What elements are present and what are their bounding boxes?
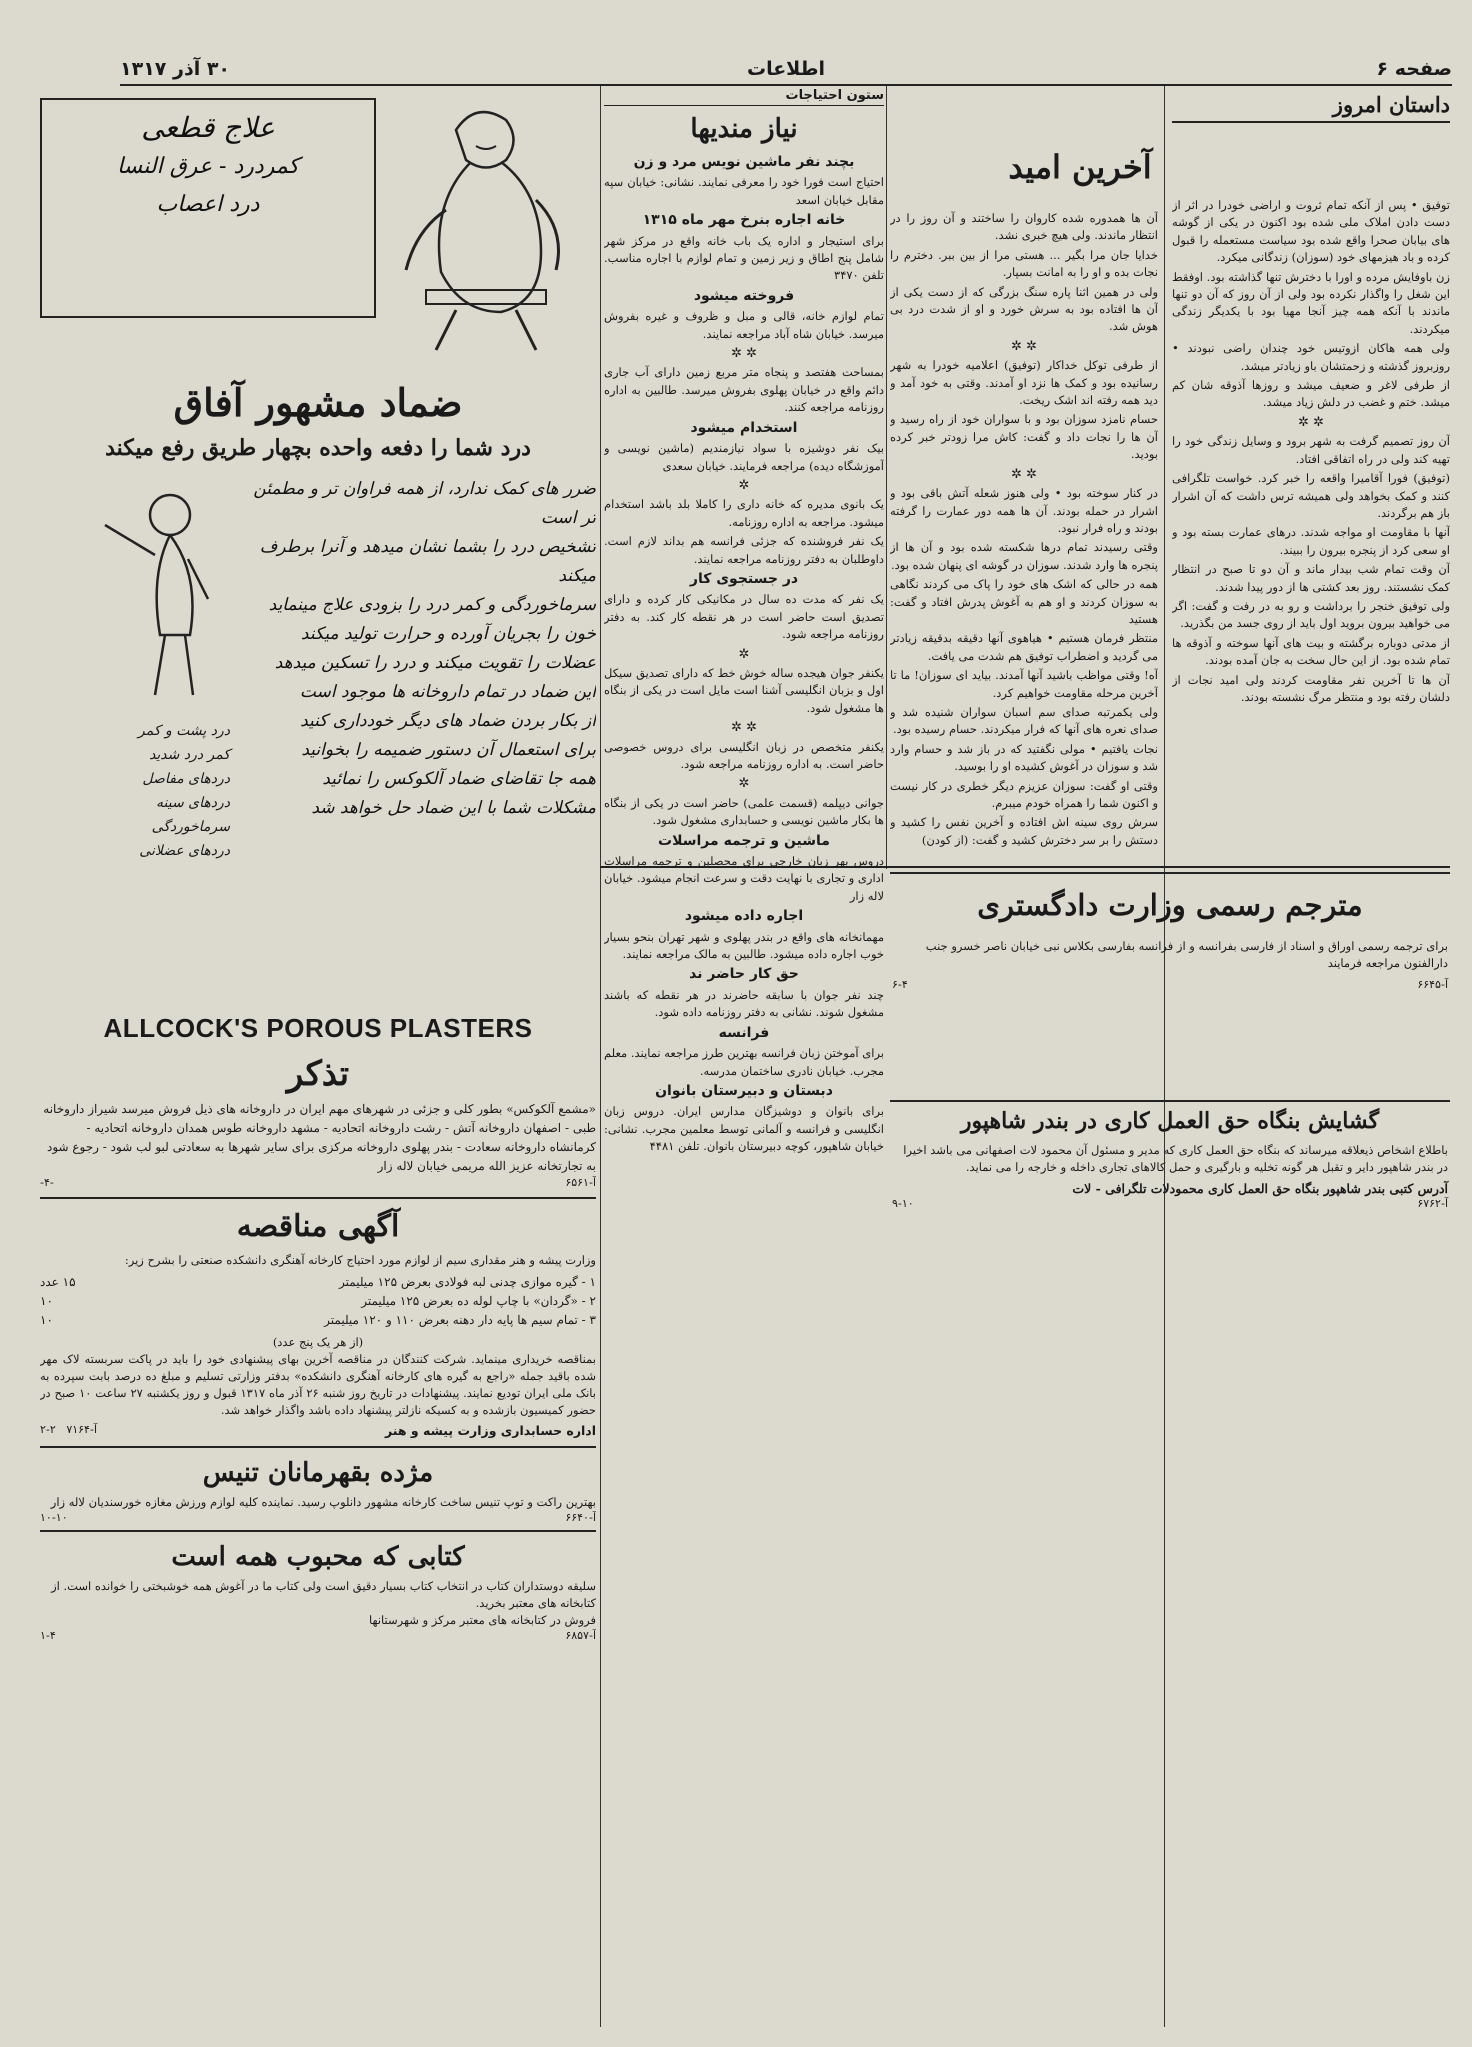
- side-line: سرماخوردگی: [151, 819, 230, 835]
- reminder-text: «مشمع آلکوکس» بطور کلی و جزئی در شهرهای مهم ایران در داروخانه های ذیل فروش میرسد شیراز داروخانه طبی - اصفهان داروخانه آتش - رشت داروخانه اتحادیه - مشهد داروخانه طوس همدان داروخانه اتحادیه - کرمانشاه داروخانه سعادت - بندر پهلوی داروخانه مرکزی برای سایر شهرها به سعادتی لبو لب شود - رجوع شود به تجارتخانه عزیز الله مریمی خیابان لاله زار: [43, 1102, 596, 1173]
- separator-stars: ✲ ✲: [1011, 338, 1037, 354]
- allcock-body: [40, 475, 596, 1005]
- separator-stars: ✲ ✲: [1298, 414, 1324, 430]
- column-rule: [1164, 86, 1165, 2027]
- allcock-side-lines: [40, 719, 230, 863]
- shahpur-address: آدرس کتبی بندر شاهپور بنگاه حق العمل کاری محمودلات تلگرافی - لات: [1072, 1181, 1448, 1196]
- story-text-1: [1172, 197, 1450, 706]
- shahpur-text: باطلاع اشخاص ذیعلاقه میرساند که بنگاه حق العمل کاری که مدیر و مسئول آن محمود لات اصفهانی می باشد اخیرا در بندر شاهپور دایر و تقبل هر گونه تخلیه و بارگیری و حمل کالاهای تجاری داخله و خارجه را می نماید.: [903, 1143, 1448, 1174]
- needs-item-text: جوانی دیپلمه (قسمت علمی) حاضر است در یکی از بنگاه ها بکار ماشین نویسی و حسابداری مشغول شود.: [604, 795, 884, 828]
- separator-stars: ✲ ✲: [731, 720, 757, 736]
- needs-item-text: بیک نفر دوشیزه با سواد نیازمندیم (ماشین نویسی و آموزشگاه دیده) مراجعه فرمایند. خیابان سعدی: [604, 441, 884, 473]
- tender-rows: [40, 1273, 596, 1330]
- book-title: کتابی که محبوب همه است: [171, 1542, 465, 1572]
- story-text-2: [890, 210, 1158, 849]
- ref-number: ۲-۲: [40, 1423, 56, 1436]
- side-line: کمر درد شدید: [149, 747, 230, 763]
- needs-item-text: برای بانوان و دوشیزگان مدارس ایران. دروس زبان انگلیسی و فرانسه و آلمانی توسط معلمین مجرب. نشانی: خیابان شاهپور، کوچه دبیرستان بانوان. تلفن ۴۴۸۱: [604, 1104, 884, 1154]
- paragraph: نجات یافتیم • مولی نگفتید که در باز شد و حسام وارد شد و سوزان در آغوش کشیده او را بوسید.: [890, 741, 1158, 774]
- tender-row: ۱ - گیره موازی چدنی لبه فولادی بعرض ۱۲۵ میلیمتر ۱۵ عدد: [40, 1275, 596, 1289]
- translator-text: برای ترجمه رسمی اوراق و اسناد از فارسی بفرانسه و از فرانسه بفارسی بکلاس نبی خیابان ناصر خسرو جنب دارالفنون مراجعه فرمایند: [925, 939, 1448, 970]
- ref-number: ۹-۱۰: [892, 1197, 914, 1210]
- paragraph: آن روز تصمیم گرفت به شهر برود و وسایل زندگی خود را تهیه کند ولی در راه اتفاقی افتاد.: [1172, 434, 1450, 466]
- paragraph: ولی یکمرتبه صدای سم اسبان سواران شنیده شد و صدای نعره های آنها که فرار میکردند. حسام رسیده بود.: [890, 704, 1158, 737]
- hand-line: مشکلات شما با این ضماد حل خواهد شد: [311, 798, 596, 818]
- hand-line: عضلات را تقویت میکند و درد را تسکین میدهد: [274, 653, 596, 673]
- needs-item-head: دبستان و دبیرستان بانوان: [655, 1082, 833, 1099]
- left-column: [40, 86, 596, 2027]
- tennis-title: مژده بقهرمانان تنیس: [202, 1458, 434, 1488]
- paragraph: آن وقت تمام شب بیدار ماند و آن دو تا صبح در انتظار کمک نشستند. روز بعد کشتی ها از دور پیدا شدند.: [1172, 562, 1450, 594]
- ref-number: ۱-۴: [40, 1629, 56, 1642]
- needs-item-text: چند نفر جوان با سابقه حاضرند در هر نقطه که باشند مشغول شوند. نشانی به دفتر روزنامه داده شود.: [604, 987, 884, 1020]
- book-text-2: فروش در کتابخانه های معتبر مرکز و شهرستانها: [369, 1613, 596, 1627]
- hand-line: از بکار بردن ضماد های دیگر خودداری کنید: [300, 711, 596, 731]
- needs-item-text: بمساحت هفتصد و پنجاه متر مربع زمین دارای آب جاری دائم واقع در خیابان پهلوی بفروش میرسد. طالبین به اداره روزنامه مراجعه کنند.: [604, 365, 884, 415]
- reminder-title: تذکر: [286, 1054, 350, 1094]
- needs-item-text: تمام لوازم خانه، قالی و مبل و ظروف و غیره بفروش میرسد. خیابان شاه آباد مراجعه نمایند.: [604, 309, 884, 341]
- ref-number: ۶-۴: [892, 978, 908, 991]
- page-number: صفحه ۶: [1376, 58, 1452, 80]
- issue-date: ۳۰ آذر ۱۳۱۷: [120, 58, 231, 80]
- needs-item-head: خانه اجاره بنرخ مهر ماه ۱۳۱۵: [642, 212, 846, 229]
- paragraph: از مدتی دوباره برگشته و بیت های آنها سوخته و آذوقه ها تمام شده بود. از این حال سخت به جان آمده بودند.: [1172, 635, 1450, 668]
- needs-item-head: در جستجوی کار: [689, 570, 799, 587]
- side-line: درد پشت و کمر: [138, 723, 230, 739]
- needs-section: ستون احتیاجات: [604, 86, 884, 106]
- separator-stars: ✲: [738, 477, 750, 493]
- paragraph: از طرفی توکل خداکار (توفیق) اعلامیه خودرا به شهر رسانیده بود و کمک ها نزد او آمدند. وقتی به خود آمد و دید همه رفته اند اشک ریخت.: [890, 358, 1158, 408]
- needs-item-text: یکنفر متخصص در زبان انگلیسی برای دروس خصوصی حاضر است. به اداره روزنامه مراجعه شود.: [604, 739, 884, 771]
- needs-item-head: اجاره داده میشود: [684, 908, 804, 925]
- side-line: دردهای مفاصل: [142, 771, 230, 787]
- tender-note: (از هر یک پنج عدد): [272, 1335, 364, 1349]
- paragraph: از طرفی لاغر و ضعیف میشد و روزها آذوقه شان کم میشد. ختم و غضب در دلش زیاد میشد.: [1172, 378, 1450, 410]
- needs-item-text: یکنفر جوان هیجده ساله خوش خط که دارای تصدیق سیکل اول و بزبان انگلیسی آشنا است مایل است در یکی از بنگاه ها مشغول شود.: [604, 665, 884, 715]
- tender-row: ۳ - تمام سیم ها پایه دار دهنه بعرض ۱۱۰ و ۱۲۰ میلیمتر ۱۰: [40, 1313, 596, 1327]
- needs-item-head: ماشین و ترجمه مراسلات: [658, 832, 830, 849]
- story-column-2: [890, 210, 1158, 867]
- paragraph: منتظر فرمان هستیم • هیاهوی آنها دقیقه بدقیقه زیادتر می گردید و اضطراب توفیق هم شدت می یافت.: [890, 631, 1158, 663]
- tender-title: آگهی مناقصه: [236, 1209, 400, 1244]
- ref-code: آ-۶۸۵۷: [565, 1629, 596, 1642]
- needs-item-text: یک نفر که مدت ده سال در مکانیکی کار کرده و دارای تصدیق است حاضر است در هر نقطه کار کند. به دفتر روزنامه مراجعه شود.: [604, 592, 884, 642]
- translator-title: مترجم رسمی وزارت دادگستری: [977, 888, 1363, 922]
- page-header: [120, 54, 1452, 86]
- ref-code: آ-۶۶۴۵: [1417, 978, 1448, 991]
- paragraph: آن ها همدوره شده کاروان را ساختند و آن روز را در انتظار ماندند. ولی هیچ خبری نشد.: [890, 211, 1158, 243]
- needs-item-head: حق کار حاضر ند: [689, 966, 799, 983]
- tender-row: ۲ - «گردان» با چاپ لوله ده بعرض ۱۲۵ میلیمتر ۱۰: [40, 1294, 596, 1308]
- hand-line: این ضماد در تمام داروخانه ها موجود است: [299, 682, 596, 702]
- paragraph: ولی توفیق خنجر را برداشت و رو به در رفت و گفت: اگر می خواهید بیرون بروید اول باید از روی جسد من بگذرید.: [1172, 598, 1450, 631]
- ref-code: آ-۶۷۶۲: [1417, 1197, 1448, 1210]
- paragraph: آه! وقتی مواظب باشید آنها آمدند. بیاید ای سوزان! ما تا آخرین مرحله مقاومت خواهیم کرد.: [890, 668, 1158, 700]
- ref-code: آ-۷۱۶۴: [66, 1423, 97, 1436]
- story-title: آخرین امید: [1008, 148, 1152, 186]
- allcock-brand: ALLCOCK'S POROUS PLASTERS: [103, 1013, 533, 1043]
- story-column-1: [1172, 86, 1450, 867]
- column-rule: [886, 86, 887, 869]
- hand-line: برای استعمال آن دستور ضمیمه را بخوانید: [301, 740, 596, 760]
- ref-code: آ-۶۵۶۱: [565, 1176, 596, 1189]
- ref-number: -۴-: [40, 1176, 54, 1189]
- paragraph: همه در حالی که اشک های خود را پاک می کردند نگاهی به سوزان کردند و او هم به آغوش پدرش افتاد و گفت: هستید: [890, 577, 1158, 626]
- shahpur-ad: [892, 1108, 1448, 1298]
- column-rule: [600, 86, 601, 2027]
- shahpur-title: گشایش بنگاه حق العمل کاری در بندر شاهپور: [960, 1108, 1380, 1134]
- hand-sub2: درد اعصاب: [156, 192, 260, 217]
- needs-item-text: دروس بهر زبان خارجی برای محصلین و ترجمه مراسلات اداری و تجاری با نهایت دقت و سرعت انجام میشود. خیابان لاله زار: [604, 854, 884, 903]
- tennis-text: بهترین راکت و توپ تنیس ساخت کارخانه مشهور دانلوپ رسید. نماینده کلیه لوازم ورزش مغازه خورسندیان لاله زار: [50, 1495, 596, 1509]
- paragraph: (توفیق) فورا آقامیرا واقعه را خبر کرد. خواست تلگرافی کنند و کمک بخواهد ولی همیشه ترس داشت که آن اشرار باز هم برگردند.: [1172, 471, 1450, 520]
- allcock-side: [40, 475, 230, 1005]
- hand-line: سرماخوردگی و کمر درد را بزودی علاج مینماید: [268, 595, 596, 615]
- side-line: دردهای سینه: [156, 795, 230, 811]
- story-title-wrap: [1000, 148, 1160, 186]
- paragraph: خدایا جان مرا بگیر ... هستی مرا از بین ببر. دخترم را نجات بده و او را به امانت بسپار.: [890, 247, 1158, 280]
- paragraph: آن ها تا آخرین نفر مقاومت کردند ولی امید نجات از دلشان رفته بود و منتظر مرگ نشسته بودند.: [1172, 672, 1450, 704]
- paper-name: اطلاعات: [746, 58, 826, 80]
- hand-title: علاج قطعی: [141, 111, 275, 144]
- hand-line: ضرر های کمک ندارد، از همه فراوان تر و مطمئن تر است: [253, 479, 596, 528]
- needs-item-text: برای آموختن زبان فرانسه بهترین طرز مراجعه نمایند. معلم مجرب. خیابان نادری ساختمان مدرسه.: [604, 1046, 884, 1078]
- hand-line: خون را بجریان آورده و حرارت تولید میکند: [300, 624, 596, 644]
- paragraph: ولی در همین اثنا پاره سنگ بزرگی که از دست یکی از آن ها افتاده بود به سرش خورد و او از شدت درد بی هوش شد.: [890, 284, 1158, 334]
- needs-item-text: مهمانخانه های واقع در بندر پهلوی و شهر تهران بنحو بسیار خوب اجاره داده میشود. طالبین به مالک مراجعه نمایند.: [604, 929, 884, 962]
- translator-ad: [892, 880, 1448, 1050]
- separator-stars: ✲ ✲: [731, 346, 757, 362]
- allcock-top: [40, 86, 596, 376]
- section-title: داستان امروز: [1172, 86, 1450, 123]
- allcock-lines-main: [238, 475, 596, 1005]
- needs-item-head: فروخته میشود: [693, 287, 795, 304]
- woman-illustration: [40, 475, 230, 715]
- ref-number: ۱۰-۱۰: [40, 1511, 68, 1524]
- needs-item-text: برای استیجار و اداره یک باب خانه واقع در مرکز شهر شامل پنج اطاق و زیر زمین و تمام لوازم با اجاره مناسب. تلفن ۳۴۷۰: [604, 233, 884, 283]
- paragraph: توفیق • پس از آنکه تمام ثروت و اراضی خودرا در اثر از دست دادن املاک ملی شده بود اکنون در یکی از گوشه های بیابان صحرا واقع شده بود سیاست مستعمله را قبول کرده و باد هیزمهای خود (سوزان) زندگانی میکرد.: [1172, 198, 1450, 265]
- paragraph: در کنار سوخته بود • ولی هنوز شعله آتش باقی بود و اشرار در حمله بودند. آن ها همه دور عمارت را گرفته بودند و راه فرار نبود.: [890, 486, 1158, 535]
- allcock-subtitle: درد شما را دفعه واحده بچهار طریق رفع میکند: [105, 435, 531, 461]
- needs-item-text: یک بانوی مدیره که خانه داری را کاملا بلد باشد استخدام میشود. مراجعه به اداره روزنامه.: [604, 497, 884, 529]
- hand-line: همه جا تقاضای ضماد آلکوکس را نمائید: [322, 769, 596, 789]
- needs-item-head: استخدام میشود: [690, 419, 798, 436]
- divider: [890, 872, 1450, 874]
- allcock-title: ضماد مشهور آفاق: [173, 380, 463, 425]
- side-line: دردهای عضلانی: [139, 843, 230, 859]
- needs-title: نیاز مندیها: [690, 114, 798, 144]
- needs-item-head: بچند نفر ماشین نویس مرد و زن: [633, 154, 855, 170]
- separator-stars: ✲: [738, 646, 750, 662]
- paragraph: سرش روی سینه اش افتاده و آخرین نفس را کشید و دستش را بر سر دخترش کشید و گفت: (از کودن): [890, 815, 1158, 847]
- ref-code: آ-۶۶۴۰: [565, 1511, 596, 1524]
- needs-item-text: یک نفر فروشنده که جزئی فرانسه هم بداند لازم است. داوطلبان به دفتر روزنامه مراجعه نمایند.: [604, 534, 884, 566]
- paragraph: وقتی او گفت: سوزان عزیزم دیگر خطری در کار نیست و اکنون شما را همراه خودم میبرم.: [890, 778, 1158, 810]
- separator-stars: ✲: [738, 776, 750, 792]
- paragraph: حسام نامزد سوزان بود و با سواران خود از راه رسید و آن ها را نجات داد و گفت: کاش مرا زودتر خبر کرده بودید.: [890, 412, 1158, 462]
- tender-body: بمناقصه خریداری مینماید. شرکت کنندگان در مناقصه آخرین بهای پیشنهادی خود را باید در پاکت سربسته لاک مهر شده باقید جمله «راجع به گیره های کارخانه آهنگری دانشکده» بدفتر وزارتی تسلیم و مبلغ ده درصد بابت سپرده به بانک ملی ایران تودیع نمایند. پیشنهادات در تاریخ روز شنبه ۲۶ آذر ماه ۱۳۱۷ قبول و روز یکشنبه ۲۷ ساعت ۱۰ صبح در حضور کمیسیون بازشده و به کسیکه نازلتر پیشنهاد داده باشد واگذار خواهد شد.: [40, 1352, 596, 1417]
- paragraph: وقتی رسیدند تمام درها شکسته شده بود و آن ها از پنجره ها وارد شدند. سوزان در گوشه ای پنهان شده بود.: [890, 540, 1158, 572]
- tender-footer: اداره حسابداری وزارت پیشه و هنر: [384, 1423, 596, 1438]
- paragraph: آنها با مقاومت او مواجه شدند. درهای عمارت بسته بود و او سعی کرد از پنجره بیرون را ببیند.: [1172, 525, 1450, 557]
- needs-list: [604, 154, 884, 1156]
- hand-sub: کمردرد - عرق النسا: [116, 154, 300, 179]
- allcock-box: [40, 98, 376, 318]
- needs-item-text: احتیاج است فورا خود را معرفی نمایند. نشانی: خیابان سپه مقابل خیابان اسعد: [604, 175, 884, 207]
- needs-item-head: فرانسه: [718, 1024, 770, 1041]
- paragraph: زن باوفایش مرده و اورا با دخترش تنها گذاشته بود. اوفقط این شغل را واگذار نکرده بود ولی از آن روز که آن دو تنها ماندند با آنکه همه چیز آنجا مهیا بود با یکدیگر زندگی میکردند.: [1172, 269, 1450, 336]
- man-back-pain-illustration: [386, 90, 586, 360]
- paragraph: ولی همه هاکان ازوتیس خود چندان راضی نبودند • روزبروز گذشته و زحمتشان باو زیادتر میشد.: [1172, 341, 1450, 373]
- divider: [890, 1100, 1450, 1102]
- needs-column: [604, 86, 884, 2027]
- tender-intro: وزارت پیشه و هنر مقداری سیم از لوازم مورد احتیاج کارخانه آهنگری دانشکده صنعتی را بشرح زیر:: [124, 1253, 596, 1267]
- book-text: سلیقه دوستداران کتاب در انتخاب کتاب بسیار دقیق است ولی کتاب ما در آغوش همه خوشبختی را خوانده است. از کتابخانه های معتبر بخرید.: [51, 1579, 596, 1610]
- hand-line: تشخیص درد را بشما نشان میدهد و آنرا برطرف میکند: [259, 537, 596, 586]
- separator-stars: ✲ ✲: [1011, 466, 1037, 482]
